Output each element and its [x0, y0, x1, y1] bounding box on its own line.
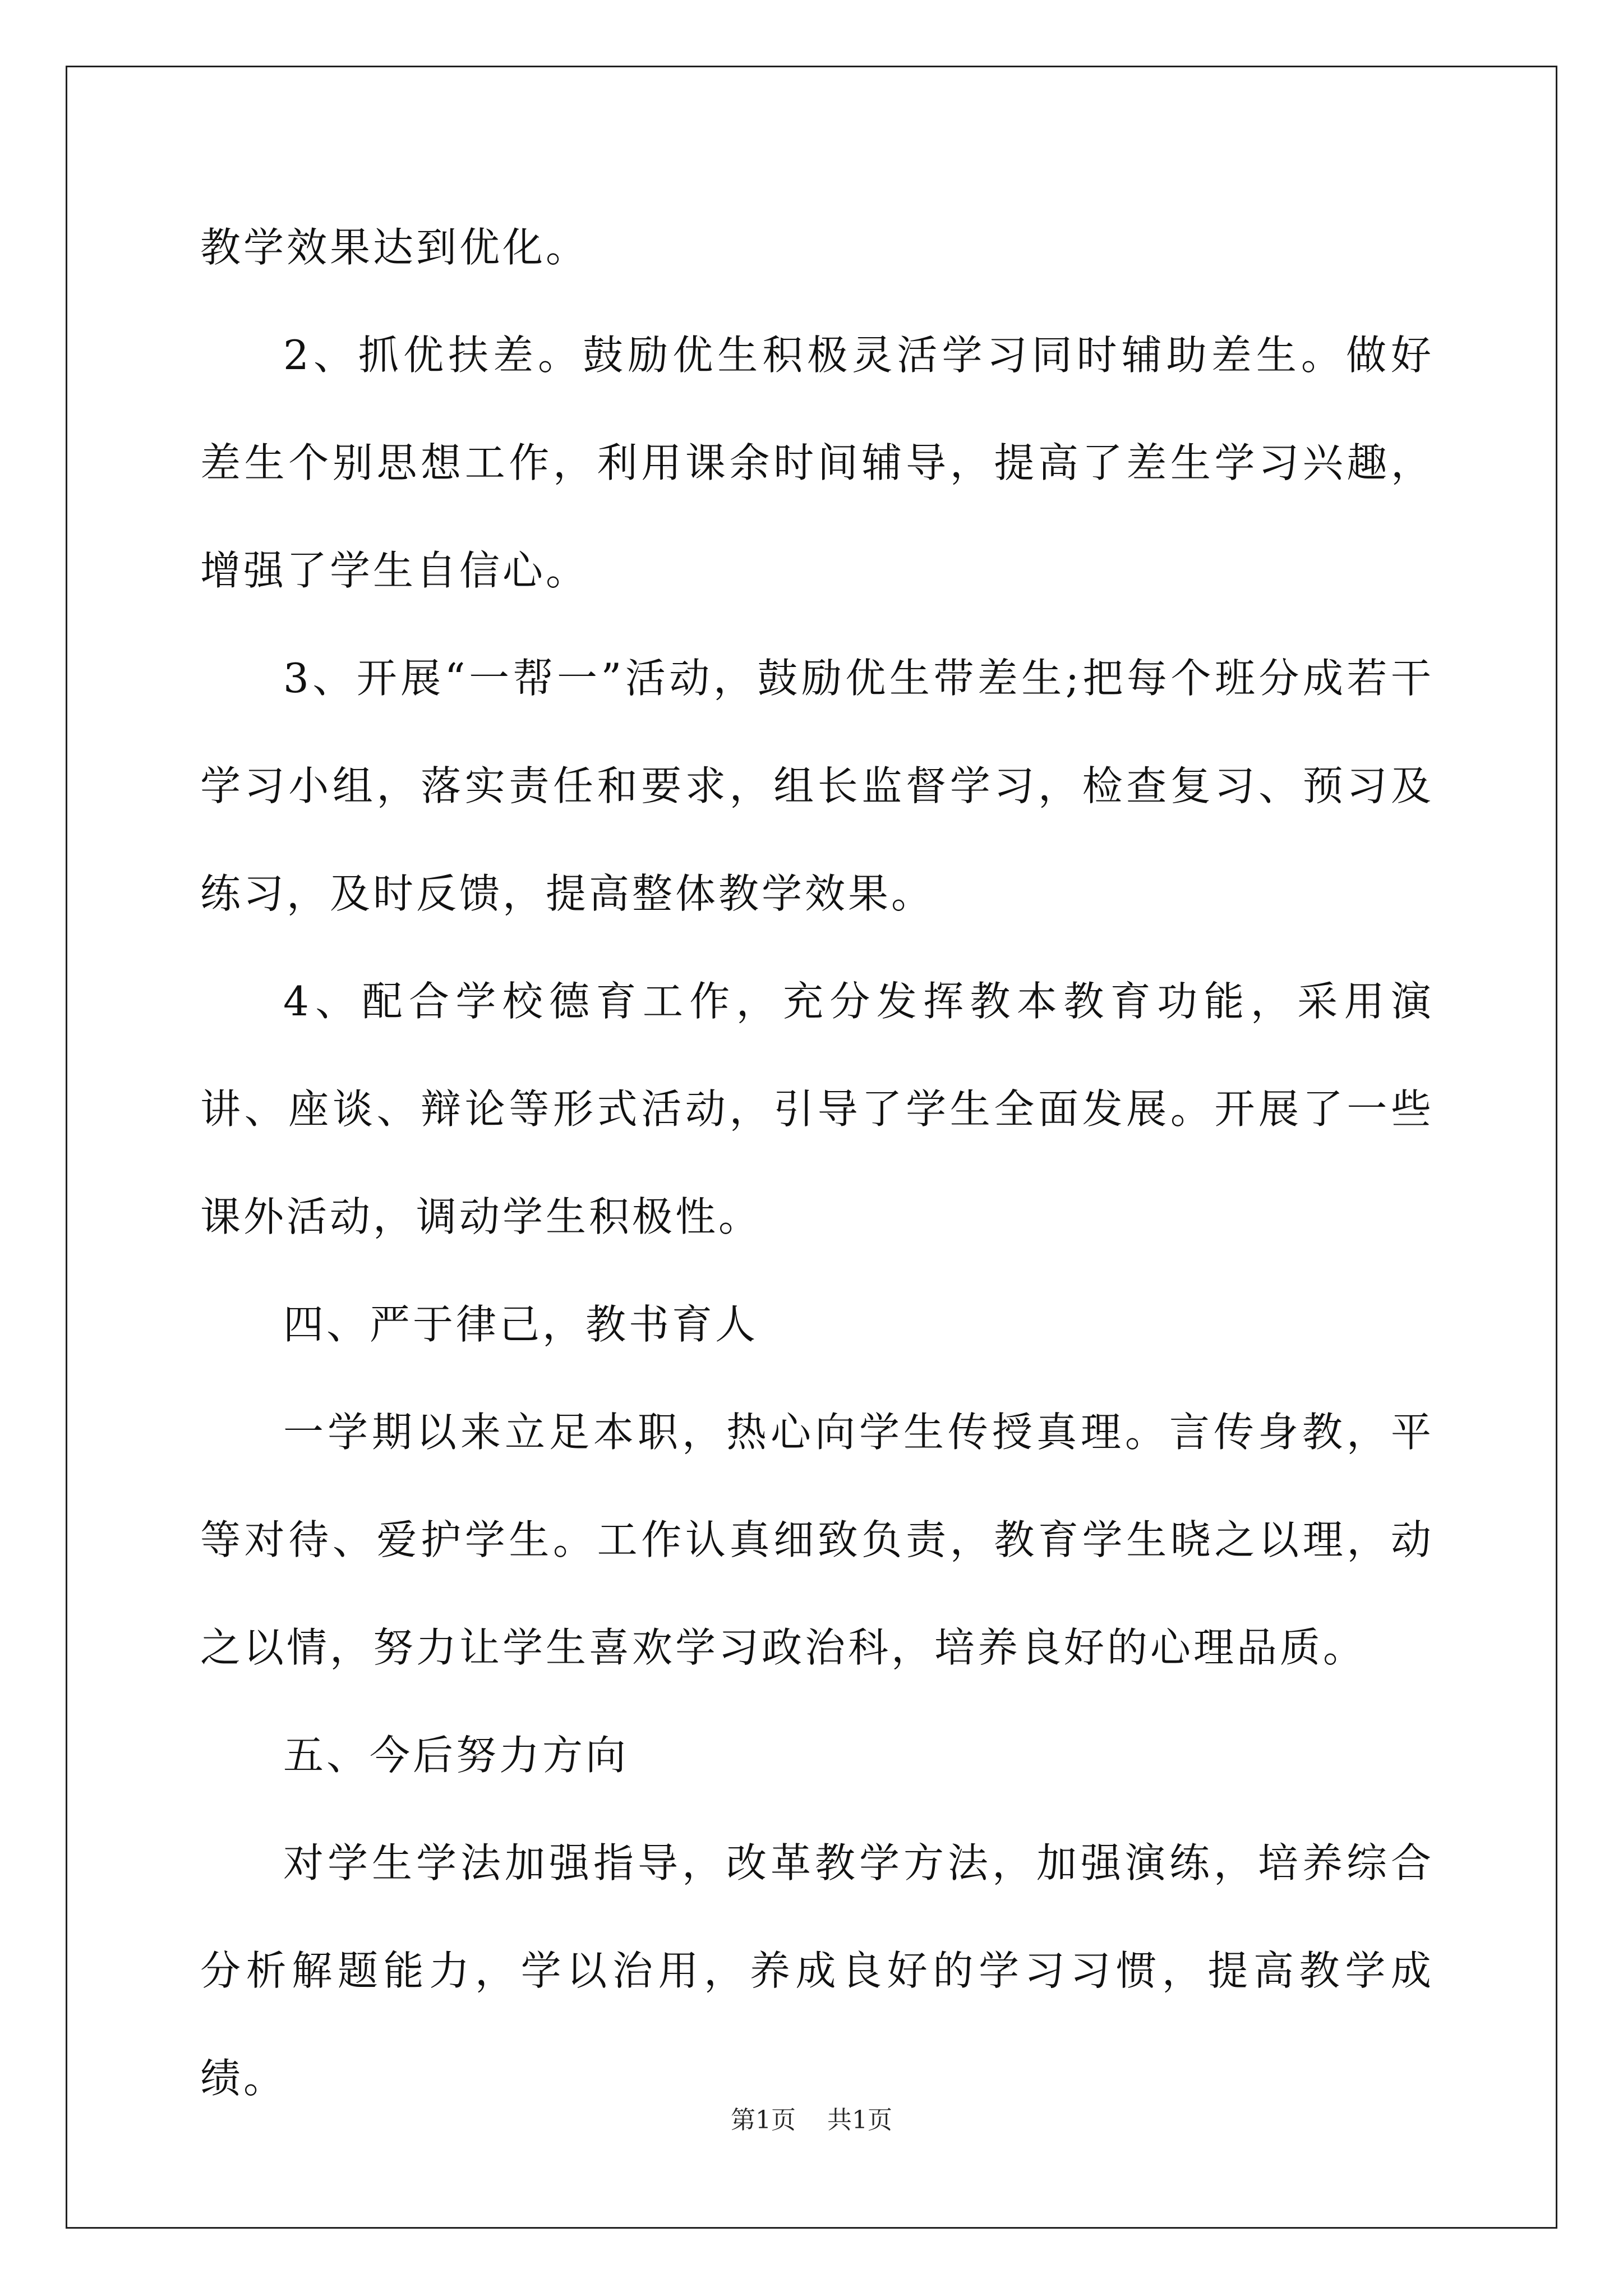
paragraph-2: 2、抓优扶差。鼓励优生积极灵活学习同时辅助差生。做好差生个别思想工作，利用课余时间辅导，提高了差生学习兴趣，增强了学生自信心。 [200, 332, 1434, 594]
paragraph-6: 对学生学法加强指导，改革教学方法，加强演练，培养综合分析解题能力，学以治用，养成良好的学习习惯，提高教学成绩。 [200, 1839, 1434, 2102]
document-body [200, 194, 1434, 2132]
section-heading-4: 四、严于律己，教书育人 [283, 1301, 759, 1348]
paragraph-4: 4、配合学校德育工作，充分发挥教本教育功能，采用演讲、座谈、辩论等形式活动，引导了学生全面发展。开展了一些课外活动，调动学生积极性。 [200, 978, 1434, 1240]
page-number-current: 第1页 [731, 2106, 796, 2134]
page-number-total: 共1页 [827, 2106, 892, 2134]
paragraph-3: 3、开展“一帮一”活动，鼓励优生带差生;把每个班分成若干学习小组，落实责任和要求，组长监督学习，检查复习、预习及练习，及时反馈，提高整体教学效果。 [200, 655, 1434, 917]
section-heading-5: 五、今后努力方向 [283, 1732, 629, 1779]
paragraph-1: 教学效果达到优化。 [200, 224, 589, 271]
page-footer [0, 2104, 1623, 2137]
paragraph-5: 一学期以来立足本职，热心向学生传授真理。言传身教，平等对待、爱护学生。工作认真细致负责，教育学生晓之以理，动之以情，努力让学生喜欢学习政治科，培养良好的心理品质。 [200, 1409, 1434, 1671]
